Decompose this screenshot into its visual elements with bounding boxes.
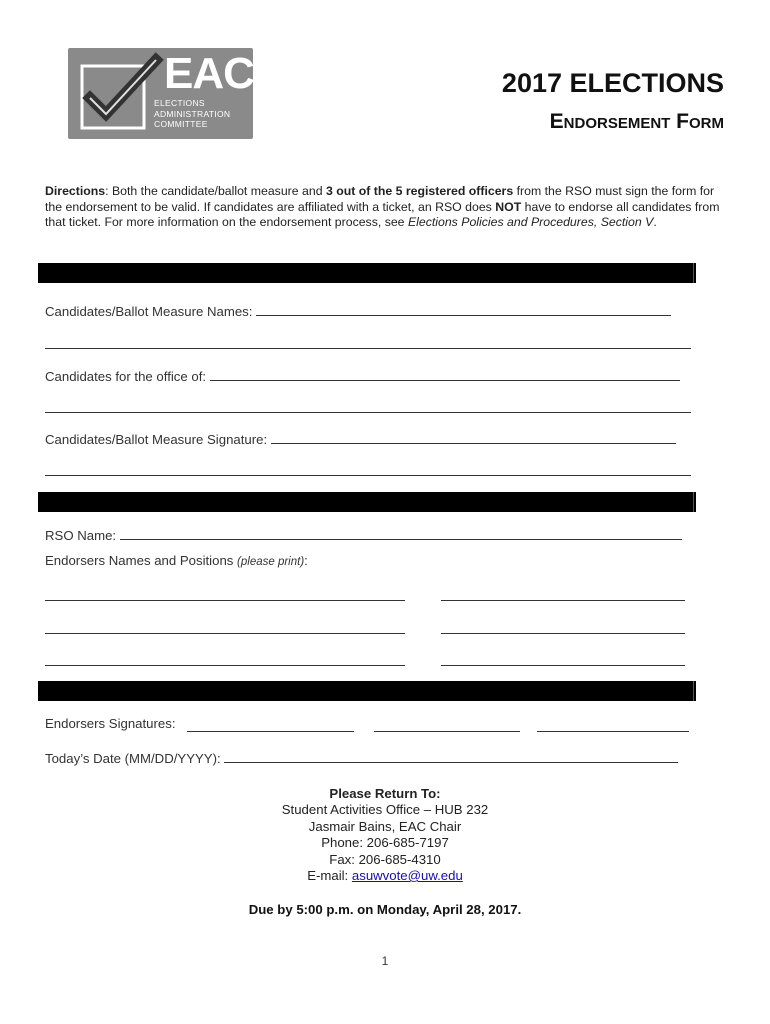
endorsers-signatures-row <box>45 716 175 731</box>
candidate-signature-row <box>45 430 676 447</box>
return-chair: Jasmair Bains, EAC Chair <box>308 818 462 834</box>
candidate-names-label: Candidates/Ballot Measure Names: <box>45 304 257 319</box>
endorser-signature-field-2[interactable] <box>374 731 520 732</box>
email-link[interactable]: asuwvote@uw.edu <box>351 868 463 884</box>
office-field[interactable] <box>210 367 680 381</box>
due-date: Due by 5:00 p.m. on Monday, April 28, 2017. <box>248 902 522 917</box>
logo-abbreviation: EAC <box>164 49 254 98</box>
endorser-position-field-1[interactable] <box>441 600 685 601</box>
section-divider-candidate <box>38 263 696 283</box>
candidate-names-field[interactable] <box>256 302 671 316</box>
return-heading: Please Return To: <box>329 786 441 801</box>
endorsers-label: Endorsers Names and Positions <box>45 553 238 568</box>
candidate-names-field-2[interactable] <box>45 348 691 349</box>
return-office: Student Activities Office – HUB 232 <box>281 802 489 818</box>
endorsers-signatures-label: Endorsers Signatures: <box>45 716 176 731</box>
endorser-signature-field-3[interactable] <box>537 731 689 732</box>
page-number: 1 <box>381 954 389 968</box>
candidate-signature-field[interactable] <box>271 430 676 444</box>
office-row <box>45 367 680 384</box>
directions-label: Directions <box>45 184 106 198</box>
title-year: 2017 ELECTIONS <box>501 68 724 98</box>
candidate-signature-label: Candidates/Ballot Measure Signature: <box>45 432 271 447</box>
endorser-signature-field-1[interactable] <box>187 731 354 732</box>
date-row <box>45 749 678 766</box>
endorser-position-field-2[interactable] <box>441 633 685 634</box>
directions-text-2: from the RSO must sign the form for the endorsement to be valid. If candidates are affiliated with a ticket, an RSO does <box>45 184 715 214</box>
directions-italic: Elections Policies and Procedures, Section V <box>407 215 654 230</box>
endorsers-colon: : <box>304 553 308 568</box>
endorser-name-field-3[interactable] <box>45 665 405 666</box>
logo-line-3: COMMITTEE <box>154 119 208 129</box>
directions-bold-2: NOT <box>495 199 522 214</box>
rso-name-field[interactable] <box>120 526 682 540</box>
candidate-signature-field-2[interactable] <box>45 475 691 476</box>
logo-line-2: ADMINISTRATION <box>154 108 231 119</box>
return-email-row <box>0 868 770 884</box>
section-divider-signatures <box>38 681 696 701</box>
date-label: Today’s Date (MM/DD/YYYY): <box>45 751 225 766</box>
directions-text-4: . <box>653 215 657 230</box>
logo-line-1: ELECTIONS <box>154 98 205 108</box>
directions-bold-1: 3 out of the 5 registered officers <box>325 184 514 198</box>
office-label: Candidates for the office of: <box>45 369 210 384</box>
directions-text-3: have to endorse all candidates from that ticket. For more information on the endorsement process, see <box>45 199 720 230</box>
return-fax: Fax: 206-685-4310 <box>329 851 441 867</box>
endorsers-names-row <box>45 553 308 568</box>
return-email-label: E-mail: <box>307 868 352 884</box>
eac-logo <box>68 48 253 139</box>
return-info <box>0 786 770 884</box>
directions-paragraph <box>45 184 725 231</box>
section-divider-rso <box>38 492 696 512</box>
endorsers-note: (please print) <box>237 556 305 568</box>
endorser-name-field-1[interactable] <box>45 600 405 601</box>
candidate-names-row <box>45 302 671 319</box>
endorser-position-field-3[interactable] <box>441 665 685 666</box>
return-phone: Phone: 206-685-7197 <box>321 835 449 851</box>
rso-label: RSO Name: <box>45 528 120 543</box>
title-form: Endorsement Form <box>549 110 724 133</box>
logo-full-name <box>154 98 249 130</box>
endorser-name-field-2[interactable] <box>45 633 405 634</box>
office-field-2[interactable] <box>45 412 691 413</box>
rso-row <box>45 526 682 543</box>
directions-text-1: : Both the candidate/ballot measure and <box>105 184 326 198</box>
date-field[interactable] <box>224 749 678 763</box>
